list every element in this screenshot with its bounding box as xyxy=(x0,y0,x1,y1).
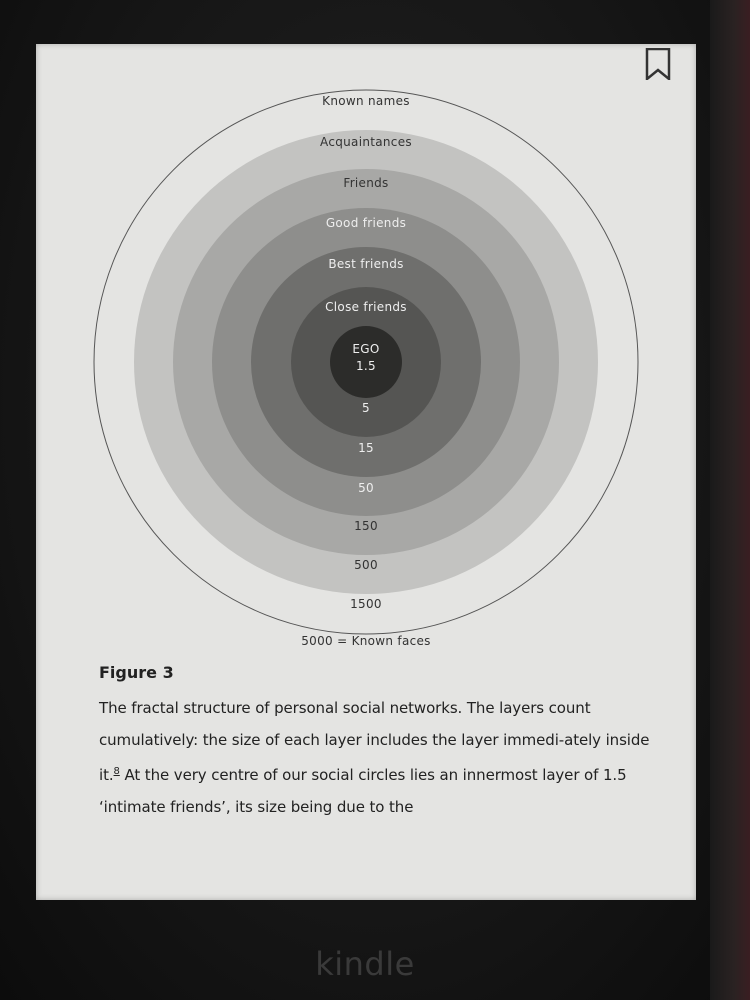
label-known-names: Known names xyxy=(322,94,410,108)
value-acquaintances: 500 xyxy=(354,558,378,572)
figure-caption xyxy=(99,662,659,823)
label-known-faces: 5000 = Known faces xyxy=(301,634,431,648)
kindle-logo: kindle xyxy=(315,945,415,983)
e-ink-screen[interactable] xyxy=(36,44,696,900)
label-best-friends: Best friends xyxy=(328,257,404,271)
value-close-friends: 5 xyxy=(362,401,370,415)
value-good-friends: 50 xyxy=(358,481,374,495)
value-friends: 150 xyxy=(354,519,378,533)
figure-title: Figure 3 xyxy=(99,663,174,682)
value-known-names: 1500 xyxy=(350,597,382,611)
caption-text-part1: The fractal structure of personal social networks. The layers count cumulatively: the size of each layer includes the layer immedi-ately inside it. xyxy=(99,699,650,784)
label-ego: EGO xyxy=(352,342,380,356)
footnote-link[interactable]: 8 xyxy=(113,766,120,777)
figure-text[interactable] xyxy=(99,692,659,823)
label-close-friends: Close friends xyxy=(325,300,407,314)
caption-text-part2: At the very centre of our social circles lies an innermost layer of 1.5 ‘intimate friends’, its size being due to the xyxy=(99,766,627,816)
label-friends: Friends xyxy=(343,176,389,190)
device-edge xyxy=(710,0,750,1000)
label-good-friends: Good friends xyxy=(325,216,407,230)
social-layers-diagram xyxy=(36,44,696,664)
value-best-friends: 15 xyxy=(358,441,374,455)
label-acquaintances: Acquaintances xyxy=(320,135,412,149)
value-ego: 1.5 xyxy=(356,359,376,373)
